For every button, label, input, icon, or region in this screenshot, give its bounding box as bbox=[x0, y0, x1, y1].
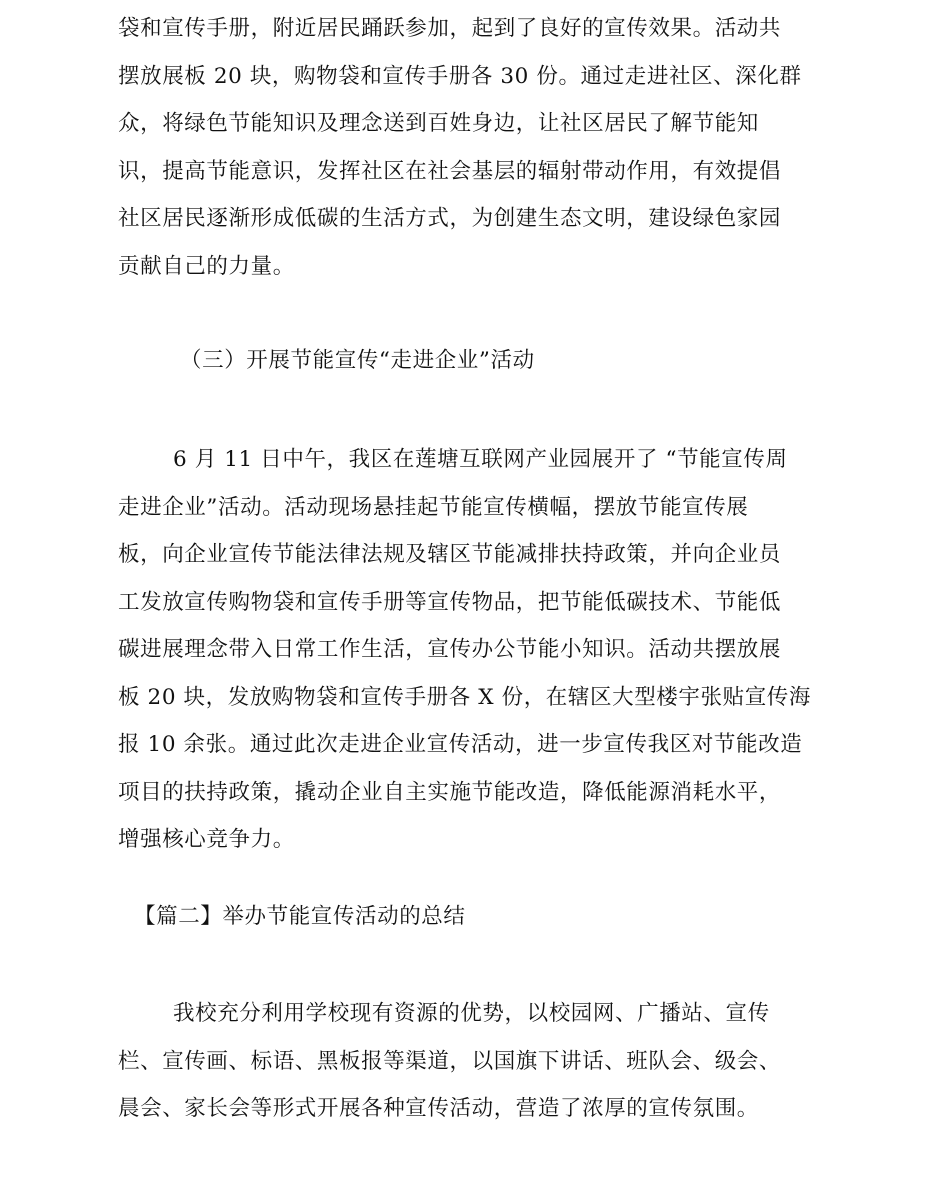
paragraph-enterprise-activity bbox=[118, 436, 840, 864]
text-line: 摆放展板 20 块，购物袋和宣传手册各 30 份。通过走进社区、深化群 bbox=[118, 63, 802, 89]
paragraph-school-activity bbox=[118, 990, 840, 1133]
text-line: 晨会、家长会等形式开展各种宣传活动，营造了浓厚的宣传氛围。 bbox=[118, 1096, 759, 1121]
paragraph-community-activity bbox=[118, 5, 840, 290]
text-line: 增强核心竞争力。 bbox=[118, 827, 295, 852]
text-line: 项目的扶持政策，撬动企业自主实施节能改造，降低能源消耗水平， bbox=[118, 779, 782, 805]
text-line: 6 月 11 日中午，我区在莲塘互联网产业园展开了 “节能宣传周 bbox=[173, 447, 788, 472]
text-line: 我校充分利用学校现有资源的优势，以校园网、广播站、宣传 bbox=[173, 1001, 770, 1026]
text-line: 袋和宣传手册，附近居民踊跃参加，起到了良好的宣传效果。活动共 bbox=[118, 16, 782, 41]
text-line: 栏、宣传画、标语、黑板报等渠道，以国旗下讲话、班队会、级会、 bbox=[118, 1048, 782, 1074]
part-heading-school: 【篇二】举办节能宣传活动的总结 bbox=[134, 904, 466, 929]
text-line: 走进企业”活动。活动现场悬挂起节能宣传横幅，摆放节能宣传展 bbox=[118, 494, 749, 520]
text-line: 碳进展理念带入日常工作生活，宣传办公节能小知识。活动共摆放展 bbox=[118, 637, 782, 662]
text-line: 社区居民逐渐形成低碳的生活方式，为创建生态文明，建设绿色家园 bbox=[118, 206, 782, 231]
text-line: 贡献自己的力量。 bbox=[118, 253, 295, 279]
section-heading-enterprise: （三）开展节能宣传“走进企业”活动 bbox=[180, 348, 535, 373]
text-line: 板 20 块，发放购物袋和宣传手册各 X 份，在辖区大型楼宇张贴宣传海 bbox=[118, 684, 812, 710]
text-line: 报 10 余张。通过此次走进企业宣传活动，进一步宣传我区对节能改造 bbox=[118, 732, 803, 757]
text-line: 工发放宣传购物袋和宣传手册等宣传物品，把节能低碳技术、节能低 bbox=[118, 589, 782, 615]
text-line: 板，向企业宣传节能法律法规及辖区节能减排扶持政策，并向企业员 bbox=[118, 542, 782, 567]
text-line: 众，将绿色节能知识及理念送到百姓身边，让社区居民了解节能知 bbox=[118, 111, 759, 136]
text-line: 识，提高节能意识，发挥社区在社会基层的辐射带动作用，有效提倡 bbox=[118, 158, 782, 184]
